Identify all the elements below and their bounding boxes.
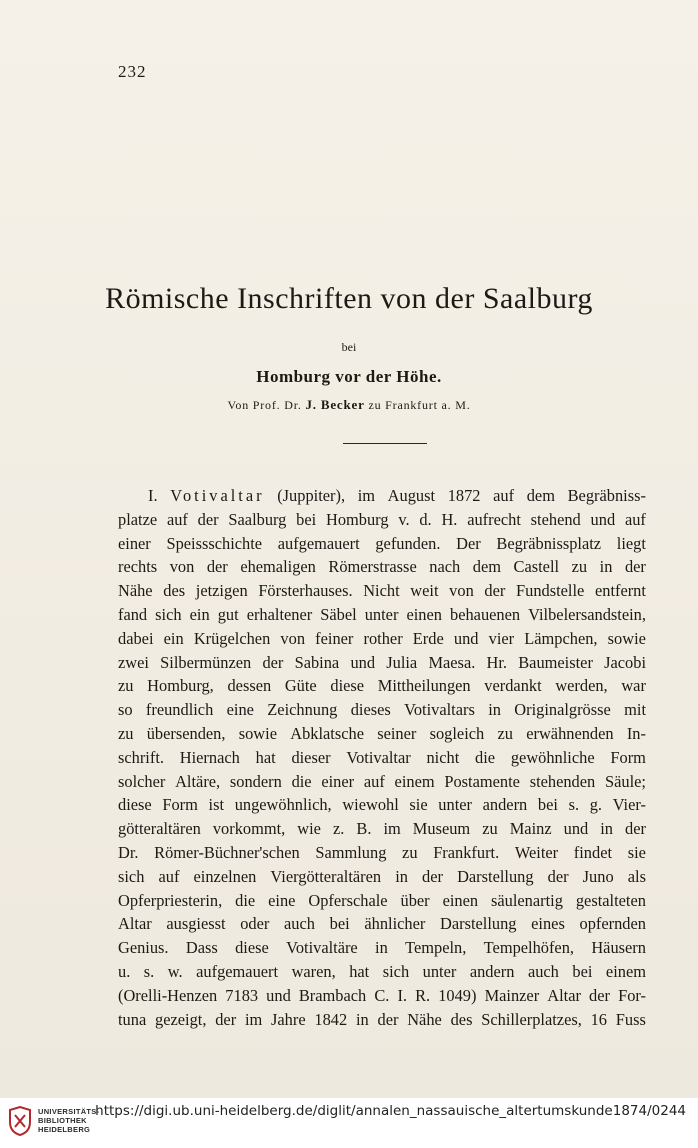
library-name-line3: HEIDELBERG: [38, 1125, 91, 1134]
word: d.: [419, 509, 432, 529]
word: auf: [363, 771, 385, 791]
word: dessen: [227, 676, 272, 696]
word: Viergötteraltären: [270, 866, 382, 886]
word: Hr.: [486, 652, 508, 672]
word: auf: [158, 866, 180, 886]
word: und: [266, 985, 291, 1005]
word: sich: [382, 961, 410, 981]
word: dieser: [291, 747, 331, 767]
word: ausgiesst: [166, 914, 226, 934]
word: (Orelli-Henzen: [118, 985, 218, 1005]
word: Homburg,: [147, 676, 214, 696]
text-line: [118, 484, 646, 508]
word: gefunden.: [375, 533, 441, 553]
word: Römerstrasse: [328, 557, 417, 577]
word: in: [600, 819, 613, 839]
word: einen: [406, 604, 442, 624]
word: auch: [284, 914, 315, 934]
word: Abklatsche: [290, 723, 364, 743]
word: Lämpchen,: [524, 628, 598, 648]
word: hat: [255, 747, 276, 767]
author-name: J. Becker: [305, 397, 365, 412]
word: Säule;: [604, 771, 646, 791]
word: Mainzer: [484, 985, 540, 1005]
word: Der: [456, 533, 481, 553]
word: 7183: [225, 985, 259, 1005]
word: Darstellung: [457, 866, 534, 886]
text-line: [118, 841, 646, 865]
word: die: [475, 747, 496, 767]
word: auf: [493, 486, 515, 505]
word: (Juppiter),: [277, 486, 346, 505]
word: Votivaltar: [170, 486, 265, 505]
word: s.: [143, 961, 155, 981]
word: in: [488, 700, 501, 720]
word: Fuss: [615, 1009, 646, 1029]
word: Postamente: [444, 771, 520, 791]
word: In-: [626, 723, 646, 743]
word: g.: [589, 795, 603, 815]
word: weit: [410, 581, 439, 601]
word: I.: [397, 985, 407, 1005]
word: sie: [409, 795, 428, 815]
word: vorkommt,: [212, 819, 286, 839]
word: w.: [167, 961, 183, 981]
word: erwähnenden: [526, 723, 614, 743]
word: erhaltener: [246, 604, 313, 624]
word: einer: [321, 771, 355, 791]
word: Jahre: [271, 1009, 306, 1029]
word: gezeigt,: [155, 1009, 207, 1029]
library-name-line2: BIBLIOTHEK: [38, 1116, 87, 1125]
word: R.: [415, 985, 431, 1005]
word: Nähe: [118, 581, 153, 601]
word: freundlich: [145, 700, 214, 720]
word: in: [599, 557, 613, 577]
word: Nicht: [363, 581, 400, 601]
word: des: [163, 581, 186, 601]
word: dem: [472, 557, 501, 577]
text-line: [118, 865, 646, 889]
word: einem: [394, 771, 435, 791]
word: vier: [488, 628, 515, 648]
word: Mittheilungen: [377, 676, 471, 696]
word: Saalburg: [228, 509, 287, 529]
word: Tempelhöfen,: [483, 938, 575, 958]
word: Votivaltar: [346, 747, 411, 767]
library-name-line1: UNIVERSITÄTS-: [38, 1107, 100, 1116]
word: rechts: [118, 557, 158, 577]
word: dabei: [118, 628, 154, 648]
word: der: [589, 985, 610, 1005]
author-line: [0, 397, 698, 413]
word: schrift.: [118, 747, 164, 767]
body-text: [118, 484, 646, 1031]
word: stehend: [530, 509, 581, 529]
word: liegt: [616, 533, 646, 553]
text-line: [118, 508, 646, 532]
word: Opferschale: [308, 890, 388, 910]
word: stehenden: [529, 771, 596, 791]
word: gestalteten: [575, 890, 646, 910]
word: nicht: [426, 747, 460, 767]
word: Dr.: [118, 842, 139, 862]
footer-bar: [0, 1098, 698, 1148]
word: als: [627, 866, 646, 886]
word: und: [453, 628, 479, 648]
word: Häusern: [591, 938, 646, 958]
word: Maesa.: [428, 652, 476, 672]
word: Begräbnissplatz: [496, 533, 602, 553]
word: Baumeister: [518, 652, 593, 672]
text-line: [118, 770, 646, 794]
word: der: [197, 509, 219, 529]
word: Vier-: [612, 795, 646, 815]
word: Vilbelersandstein,: [528, 604, 646, 624]
word: aufrecht: [467, 509, 521, 529]
word: sogleich: [429, 723, 485, 743]
word: säulenartig: [491, 890, 563, 910]
word: der: [625, 819, 646, 839]
word: Speissschichte: [166, 533, 263, 553]
word: auch: [527, 961, 559, 981]
word: bei: [329, 914, 350, 934]
word: einen: [442, 890, 479, 910]
word: Begräbniss-: [567, 486, 646, 505]
word: 1872: [447, 486, 481, 505]
word: I.: [148, 486, 158, 505]
word: sich: [155, 604, 182, 624]
word: von: [280, 628, 306, 648]
word: eine: [268, 890, 296, 910]
word: entfernt: [594, 581, 646, 601]
text-line: [118, 579, 646, 603]
text-line: [118, 889, 646, 913]
word: im: [357, 486, 376, 505]
word: gut: [217, 604, 239, 624]
word: Silbermünzen: [160, 652, 252, 672]
word: rother: [363, 628, 403, 648]
word: im: [244, 1009, 263, 1029]
word: mit: [624, 700, 646, 720]
word: Altar: [547, 985, 581, 1005]
text-line: [118, 960, 646, 984]
text-line: [118, 651, 646, 675]
word: Genius.: [118, 938, 169, 958]
word: andern: [469, 961, 515, 981]
word: Altäre,: [175, 771, 221, 791]
word: die: [235, 890, 256, 910]
word: opfernden: [579, 914, 646, 934]
word: v.: [398, 509, 410, 529]
text-line: [118, 532, 646, 556]
word: Darstellung: [440, 914, 517, 934]
word: Form: [610, 747, 646, 767]
word: jetzigen: [195, 581, 248, 601]
word: auf: [624, 509, 646, 529]
word: s.: [568, 795, 580, 815]
word: wiewohl: [342, 795, 399, 815]
text-line: [118, 1008, 646, 1032]
word: diese: [330, 676, 365, 696]
word: Römer-Büchner'schen: [154, 842, 300, 862]
text-line: [118, 746, 646, 770]
text-line: [118, 722, 646, 746]
word: H.: [441, 509, 458, 529]
word: sondern: [229, 771, 282, 791]
page-number: 232: [118, 62, 147, 81]
word: platze: [118, 509, 158, 529]
word: im: [383, 819, 401, 839]
word: nach: [429, 557, 461, 577]
word: sowie: [607, 628, 646, 648]
word: findet: [573, 842, 613, 862]
word: der: [624, 557, 646, 577]
word: Altar: [118, 914, 152, 934]
word: ähnlicher: [364, 914, 426, 934]
word: übersenden,: [146, 723, 226, 743]
word: des: [450, 1009, 473, 1029]
word: Försterhauses.: [258, 581, 353, 601]
library-logo-icon: [8, 1106, 32, 1136]
text-line: [118, 674, 646, 698]
word: bei: [296, 509, 317, 529]
word: Fundstelle: [516, 581, 585, 601]
word: diese: [118, 795, 152, 815]
word: zu: [118, 676, 134, 696]
word: götteraltären: [118, 819, 201, 839]
word: Frankfurt.: [433, 842, 500, 862]
word: Weiter: [514, 842, 559, 862]
word: sie: [627, 842, 646, 862]
word: Form: [162, 795, 198, 815]
word: die: [291, 771, 312, 791]
word: zu: [571, 557, 588, 577]
word: u.: [118, 961, 131, 981]
word: unter: [438, 795, 472, 815]
text-line: [118, 603, 646, 627]
word: Julia: [386, 652, 418, 672]
word: bei: [572, 961, 593, 981]
word: Juno: [582, 866, 614, 886]
text-line: [118, 984, 646, 1008]
word: von: [449, 581, 474, 601]
word: Güte: [284, 676, 317, 696]
word: August: [387, 486, 436, 505]
word: Sabina: [294, 652, 340, 672]
word: eine: [226, 700, 254, 720]
word: zwei: [118, 652, 149, 672]
word: aufgemauert: [196, 961, 279, 981]
author-prefix: Von Prof. Dr.: [227, 398, 306, 412]
word: gewöhnliche: [510, 747, 595, 767]
word: und: [350, 652, 376, 672]
permalink-url[interactable]: https://digi.ub.uni-heidelberg.de/diglit/annalen_nassauische_altertumskunde1874/0244: [95, 1103, 686, 1119]
word: z.: [332, 819, 345, 839]
word: behauenen: [450, 604, 521, 624]
word: 1842: [314, 1009, 348, 1029]
word: so: [118, 700, 133, 720]
separator-rule: [343, 443, 427, 444]
word: zu: [497, 723, 513, 743]
word: Museum: [412, 819, 471, 839]
word: feiner: [315, 628, 354, 648]
word: waren,: [291, 961, 336, 981]
word: und: [590, 509, 616, 529]
word: war: [621, 676, 646, 696]
text-line: [118, 698, 646, 722]
text-line: [118, 627, 646, 651]
word: der: [547, 866, 569, 886]
text-line: [118, 817, 646, 841]
word: bei: [537, 795, 558, 815]
article-title: Römische Inschriften von der Saalburg: [105, 282, 593, 315]
text-line: [118, 793, 646, 817]
word: ist: [208, 795, 225, 815]
article-subtitle: Homburg vor der Höhe.: [256, 367, 442, 386]
word: dieses: [350, 700, 391, 720]
word: zu: [118, 723, 134, 743]
word: fand: [118, 604, 148, 624]
word: tuna: [118, 1009, 147, 1029]
word: Brambach: [298, 985, 367, 1005]
word: der: [377, 1009, 399, 1029]
word: dem: [526, 486, 555, 505]
word: einem: [605, 961, 646, 981]
word: einzelnen: [193, 866, 257, 886]
word: von: [169, 557, 195, 577]
title-connector: bei: [341, 340, 357, 354]
word: Jacobi: [604, 652, 646, 672]
word: Säbel: [320, 604, 357, 624]
word: 1049): [438, 985, 477, 1005]
word: über: [400, 890, 430, 910]
word: C.: [374, 985, 390, 1005]
word: auf: [166, 509, 188, 529]
word: Castell: [513, 557, 560, 577]
word: For-: [618, 985, 646, 1005]
word: Zeichnung: [267, 700, 338, 720]
word: Tempeln,: [405, 938, 467, 958]
word: sich: [118, 866, 145, 886]
word: der: [215, 1009, 237, 1029]
word: 16: [590, 1009, 607, 1029]
word: Votivaltäre: [286, 938, 358, 958]
word: zu: [482, 819, 498, 839]
word: wie: [297, 819, 321, 839]
word: der: [422, 866, 443, 886]
word: ungewöhnlich,: [234, 795, 332, 815]
library-name: [38, 1107, 99, 1134]
word: solcher: [118, 771, 166, 791]
word: aufgemauert: [277, 533, 360, 553]
word: in: [395, 866, 408, 886]
word: der: [206, 557, 228, 577]
word: Nähe: [407, 1009, 442, 1029]
word: Votivaltars: [404, 700, 475, 720]
word: und: [563, 819, 589, 839]
word: seiner: [377, 723, 417, 743]
text-line: [118, 555, 646, 579]
word: in: [355, 1009, 369, 1029]
word: in: [375, 938, 388, 958]
text-line: [118, 912, 646, 936]
word: Krügelchen: [193, 628, 271, 648]
author-suffix: zu Frankfurt a. M.: [364, 398, 471, 412]
word: ein: [189, 604, 210, 624]
word: B.: [356, 819, 372, 839]
word: ehemaligen: [240, 557, 316, 577]
word: verdankt: [484, 676, 542, 696]
word: zu: [402, 842, 418, 862]
text-line: [118, 936, 646, 960]
word: Opferpriesterin,: [118, 890, 223, 910]
word: Erde: [412, 628, 444, 648]
word: unter: [364, 604, 399, 624]
word: werden,: [555, 676, 608, 696]
word: Mainz: [509, 819, 552, 839]
word: sowie: [238, 723, 277, 743]
word: der: [262, 652, 284, 672]
word: Originalgrösse: [514, 700, 611, 720]
word: andern: [482, 795, 528, 815]
word: eines: [531, 914, 565, 934]
word: Dass: [185, 938, 218, 958]
word: einer: [118, 533, 151, 553]
word: unter: [422, 961, 457, 981]
word: diese: [235, 938, 269, 958]
word: der: [484, 581, 506, 601]
word: Homburg: [326, 509, 389, 529]
word: oder: [240, 914, 270, 934]
word: ein: [163, 628, 184, 648]
word: Hiernach: [179, 747, 240, 767]
word: Schillerplatzes,: [481, 1009, 582, 1029]
word: Sammlung: [315, 842, 387, 862]
word: hat: [349, 961, 370, 981]
